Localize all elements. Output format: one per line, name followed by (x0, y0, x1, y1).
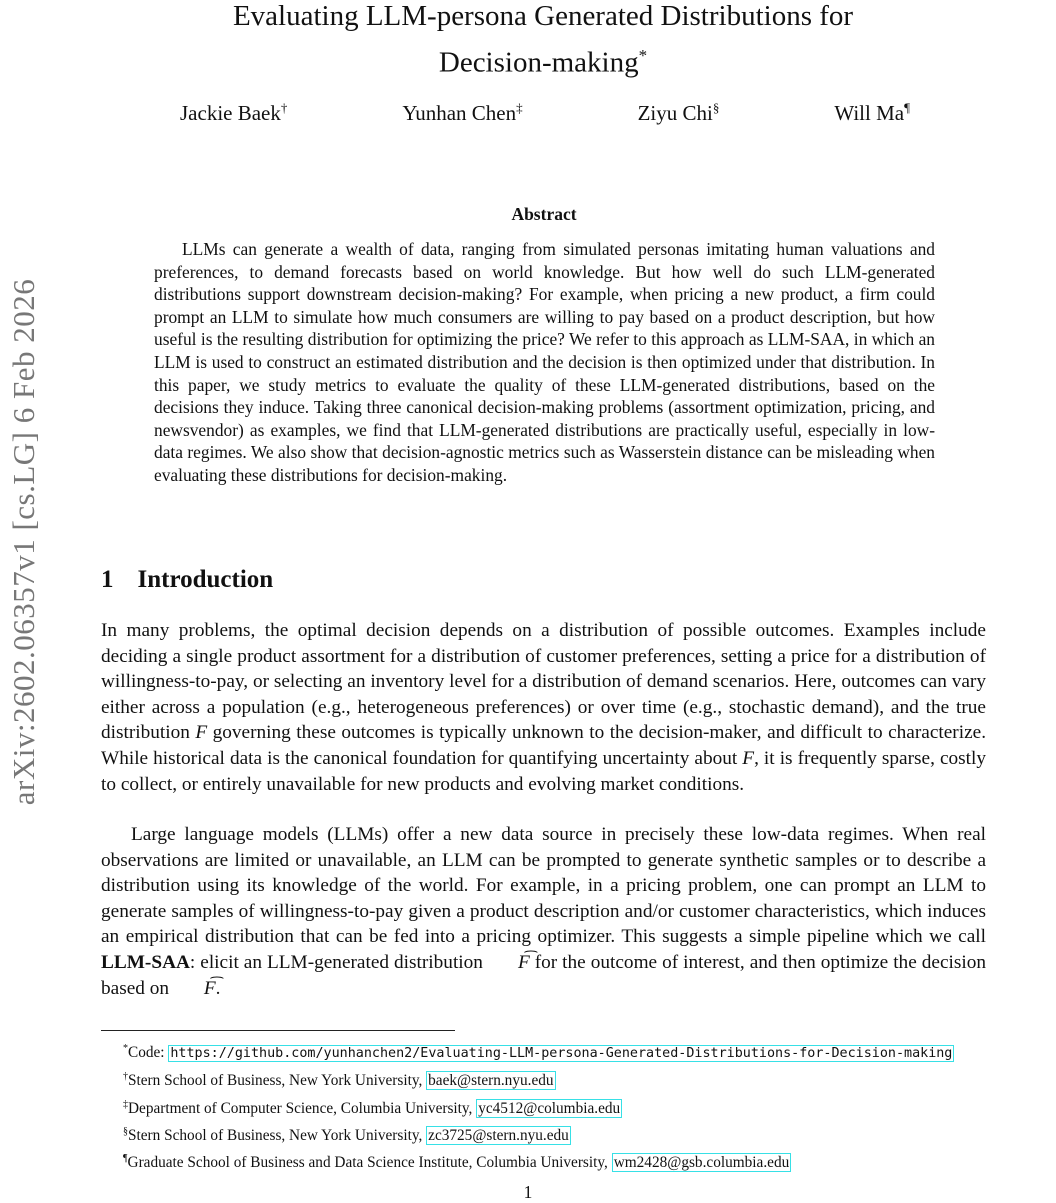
author: Will Ma¶ (834, 100, 910, 125)
math-symbol-F-hat: ⌢ F (488, 950, 530, 976)
author: Jackie Baek† (180, 100, 288, 125)
email-link[interactable]: yc4512@columbia.edu (478, 1099, 621, 1117)
email-link[interactable]: wm2428@gsb.columbia.edu (613, 1154, 790, 1172)
author-list (180, 100, 910, 126)
footnote-divider (101, 1030, 455, 1031)
abstract-body: LLMs can generate a wealth of data, ranging from simulated personas imitating human valuations and preferences, to demand forecasts based on world knowledge. But how well do such LLM-generated distributions support downstream decision-making? For example, when pricing a new product, a firm could prompt an LLM to simulate how much consumers are willing to pay based on a product description, but how useful is the resulting distribution for optimizing the price? We refer to this approach as LLM-SAA, in which an LLM is used to construct an estimated distribution and the decision is then optimized under that distribution. In this paper, we study metrics to evaluate the quality of these LLM-generated distributions, based on the decisions they induce. Taking three canonical decision-making problems (assortment optimization, pricing, and newsvendor) as examples, we find that LLM-generated distributions are practically useful, especially in low-data regimes. We also show that decision-agnostic metrics such as Wasserstein distance can be misleading when evaluating these distributions for decision-making. (154, 239, 935, 485)
section-number: 1 (101, 566, 114, 593)
title-line-2: Decision-making (438, 46, 639, 79)
section-title: Introduction (137, 566, 274, 593)
author: Ziyu Chi§ (637, 100, 720, 125)
page-number: 1 (523, 1182, 533, 1202)
footnotes (101, 1037, 1056, 1174)
math-symbol-F: F (742, 747, 755, 769)
title-footnote-mark: * (638, 46, 648, 65)
code-link[interactable]: https://github.com/yunhanchen2/Evaluating-LLM-persona-Generated-Distributions-for-Decision-making (170, 1046, 953, 1062)
intro-paragraph-2: Large language models (LLMs) offer a new data source in precisely these low-data regimes. When real observations are limited or unavailable, an LLM can be prompted to generate synthetic samples or to describe a distribution using its knowledge of the world. For example, in a pricing problem, one can prompt an LLM to generate samples of willingness-to-pay given a product description and/or customer characteristics, which induces an empirical distribution that can be fed into a pricing optimizer. This suggests a simple pipeline which we call LLM-SAA: elicit an LLM-generated distribution ⌢ F for the outcome of interest, and then optimize the decision based on ⌢ F. (101, 822, 986, 1001)
arxiv-identifier: arXiv:2602.06357v1 [cs.LG] 6 Feb 2026 (6, 278, 41, 806)
section-heading (101, 566, 273, 594)
math-symbol-F: F (195, 722, 208, 744)
email-link[interactable]: zc3725@stern.nyu.edu (428, 1126, 569, 1144)
intro-paragraph-1: In many problems, the optimal decision depends on a distribution of possible outcomes. Examples include deciding a single product assortment for a distribution of customer preferences, setting a price for a distribution of willingness-to-pay, or selecting an inventory level for a distribution of demand scenarios. Here, outcomes can vary either across a population (e.g., heterogeneous preferences) or over time (e.g., stochastic demand), and the true distribution F governing these outcomes is typically unknown to the decision-maker, and difficult to characterize. While historical data is the canonical foundation for quantifying uncertainty about F, it is frequently sparse, costly to collect, or entirely unavailable for new products and evolving market conditions. (101, 620, 987, 795)
footnote-author: ‡Department of Computer Science, Columbia University, yc4512@columbia.edu (123, 1098, 621, 1117)
email-link[interactable]: baek@stern.nyu.edu (428, 1072, 554, 1090)
bold-term: LLM-SAA (101, 951, 190, 973)
author: Yunhan Chen‡ (402, 100, 523, 125)
paper-title (120, 0, 966, 83)
footnote-code: *Code: https://github.com/yunhanchen2/Evaluating-LLM-persona-Generated-Distributions-for-Decision-making (123, 1043, 953, 1062)
footnote-author: §Stern School of Business, New York University, zc3725@stern.nyu.edu (123, 1125, 569, 1144)
math-symbol-F-hat: ⌢ F (174, 976, 216, 1002)
abstract-heading: Abstract (511, 204, 577, 224)
title-line-1: Evaluating LLM-persona Generated Distributions for (232, 0, 854, 32)
footnote-author: †Stern School of Business, New York University, baek@stern.nyu.edu (123, 1071, 554, 1090)
footnote-author: ¶Graduate School of Business and Data Science Institute, Columbia University, wm2428@gsb.columbia.edu (123, 1153, 790, 1172)
